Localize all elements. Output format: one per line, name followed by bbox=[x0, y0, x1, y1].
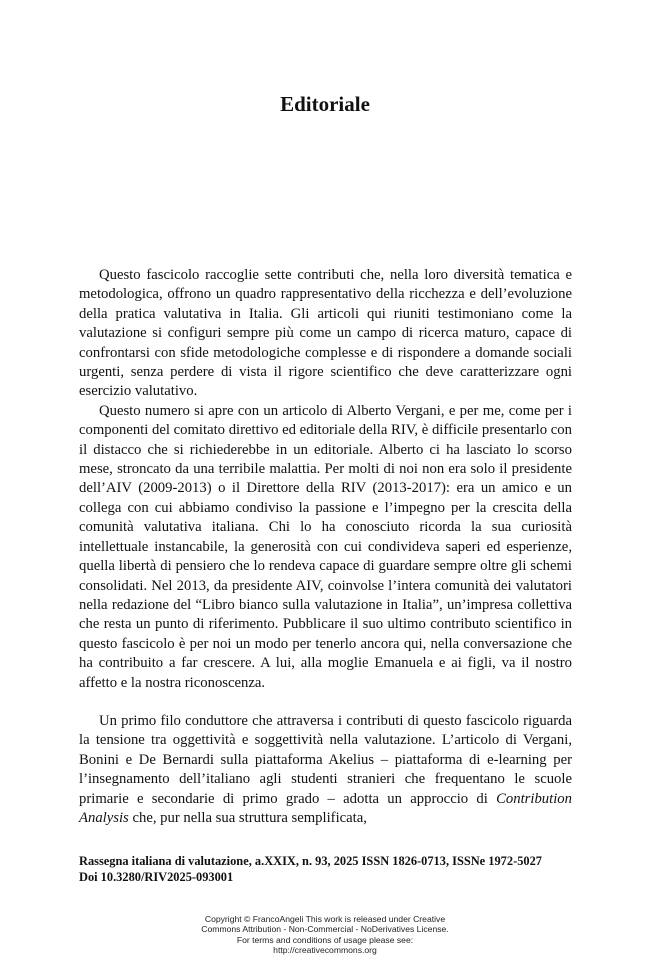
paragraph-first-theme-text: Un primo filo conduttore che attraversa i contributi di questo fascicolo riguarda la tensione tra oggettività e soggettività nella valutazione. L’articolo di Vergani, Bonini e De Bernardi sulla piattaforma Akelius – piattaforma di e-learning per l’insegnamento dell’italiano agli studenti stranieri che frequentano le scuole primarie e secondarie di primo grado – adotta un approccio di bbox=[79, 712, 572, 807]
license-notice bbox=[0, 914, 650, 956]
license-line-commons: Commons Attribution - Non-Commercial - NoDerivatives License. bbox=[201, 924, 449, 935]
license-line-terms: For terms and conditions of usage please see: bbox=[236, 934, 414, 945]
article-body bbox=[79, 266, 572, 828]
journal-citation bbox=[79, 853, 599, 885]
license-link[interactable]: http://creativecommons.org bbox=[273, 945, 377, 956]
paragraph-intro: Questo fascicolo raccoglie sette contributi che, nella loro diversità tematica e metodologica, offrono un quadro rappresentativo della ricchezza e dell’evoluzione della pratica valutativa in Italia. Gli articoli qui riuniti testimoniano come la valutazione si configuri sempre più come un campo di ricerca maturo, capace di confrontarsi con sfide metodologiche complesse e di rispondere a domande sociali urgenti, senza perdere di vista il rigore scientifico che deve caratterizzare ogni esercizio valutativo. bbox=[79, 267, 572, 400]
page-title: Editoriale bbox=[280, 92, 370, 116]
contribution-analysis-term: Contribution Analysis bbox=[79, 790, 572, 826]
paragraph-first-theme-tail: che, pur nella sua struttura semplificata, bbox=[128, 809, 367, 826]
paragraph-first-theme bbox=[79, 712, 572, 828]
citation-doi-line: Doi 10.3280/RIV2025-093001 bbox=[79, 870, 234, 884]
paragraph-vergani-tribute: Questo numero si apre con un articolo di Alberto Vergani, e per me, come per i componenti del comitato direttivo ed editoriale della RIV, è difficile presentarlo con il distacco che si richiederebbe in un editoriale. Alberto ci ha lasciato lo scorso mese, stroncato da una terribile malattia. Per molti di noi non era solo il presidente dell’AIV (2009-2013) o il Direttore della RIV (2013-2017): era un amico e un collega con cui abbiamo condiviso la passione e l’impegno per la crescita della comunità valutativa italiana. Chi lo ha conosciuto ricorda la sua curiosità intellettuale instancabile, la generosità con cui condivideva saperi ed esperienze, quella libertà di pensiero che lo rendeva capace di guardare sempre oltre gli schemi consolidati. Nel 2013, da presidente AIV, coinvolse l’intera comunità dei valutatori nella redazione del “Libro bianco sulla valutazione in Italia”, un’impresa collettiva che resta un punto di riferimento. Pubblicare il suo ultimo contributo scientifico in questo fascicolo è per noi un modo per tenerlo ancora qui, nella conversazione che ha contribuito a far crescere. A lui, alla moglie Emanuela e ai figli, va il nostro affetto e la nostra riconoscenza. bbox=[79, 402, 572, 691]
license-line-copyright: Copyright © FrancoAngeli This work is released under Creative bbox=[204, 914, 446, 924]
citation-issn-line: Rassegna italiana di valutazione, a.XXIX, n. 93, 2025 ISSN 1826-0713, ISSNe 1972-5027 bbox=[79, 854, 542, 868]
